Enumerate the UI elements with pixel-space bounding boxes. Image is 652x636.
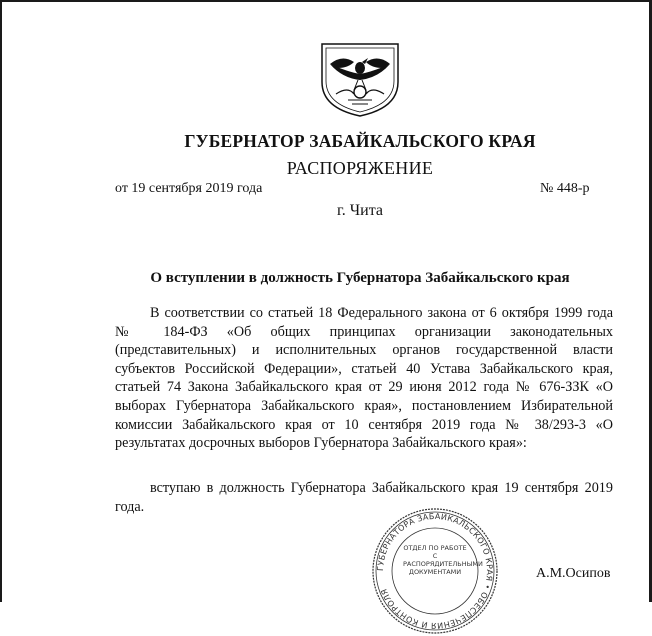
body-paragraph-2: вступаю в должность Губернатора Забайкальского края 19 сентября 2019 года.	[115, 480, 613, 515]
page-border-top	[0, 0, 652, 2]
signature-name: А.М.Осипов	[536, 566, 611, 581]
coat-of-arms-icon	[318, 38, 402, 118]
stamp-inner-text: ОТДЕЛ ПО РАБОТЕ С РАСПОРЯДИТЕЛЬНЫМИ ДОКУМЕНТАМИ	[403, 544, 483, 576]
document-number: № 448-р	[540, 181, 590, 196]
stamp-outer-text: ГУБЕРНАТОРА ЗАБАЙКАЛЬСКОГО КРАЯ • ОБЕСПЕЧЕНИЯ И КОНТРОЛЯ	[375, 511, 495, 631]
document-authority: ГУБЕРНАТОР ЗАБАЙКАЛЬСКОГО КРАЯ	[184, 131, 536, 151]
document-type: РАСПОРЯЖЕНИЕ	[286, 158, 434, 178]
body-paragraph-1: В соответствии со статьей 18 Федерального закона от 6 октября 1999 года № 184-ФЗ «Об общих принципах организации законодательных (представительных) и исполнительных органов государственной власти субъектов Российской Федерации», статьей 40 Устава Забайкальского края, статьей 74 Закона Забайкальского края от 29 июня 2012 года № 676-ЗЗК «О выборах Губернатора Забайкальского края», постановлением Избирательной комиссии Забайкальского края от 10 сентября 2019 года № 38/293-3 «О результатах досрочных выборов Губернатора Забайкальского края»:	[115, 305, 613, 452]
official-stamp	[370, 506, 500, 636]
page-border-left	[0, 0, 2, 602]
document-city: г. Чита	[336, 202, 383, 219]
document-date: от 19 сентября 2019 года	[115, 181, 263, 196]
document-heading: О вступлении в должность Губернатора Забайкальского края	[150, 270, 570, 286]
